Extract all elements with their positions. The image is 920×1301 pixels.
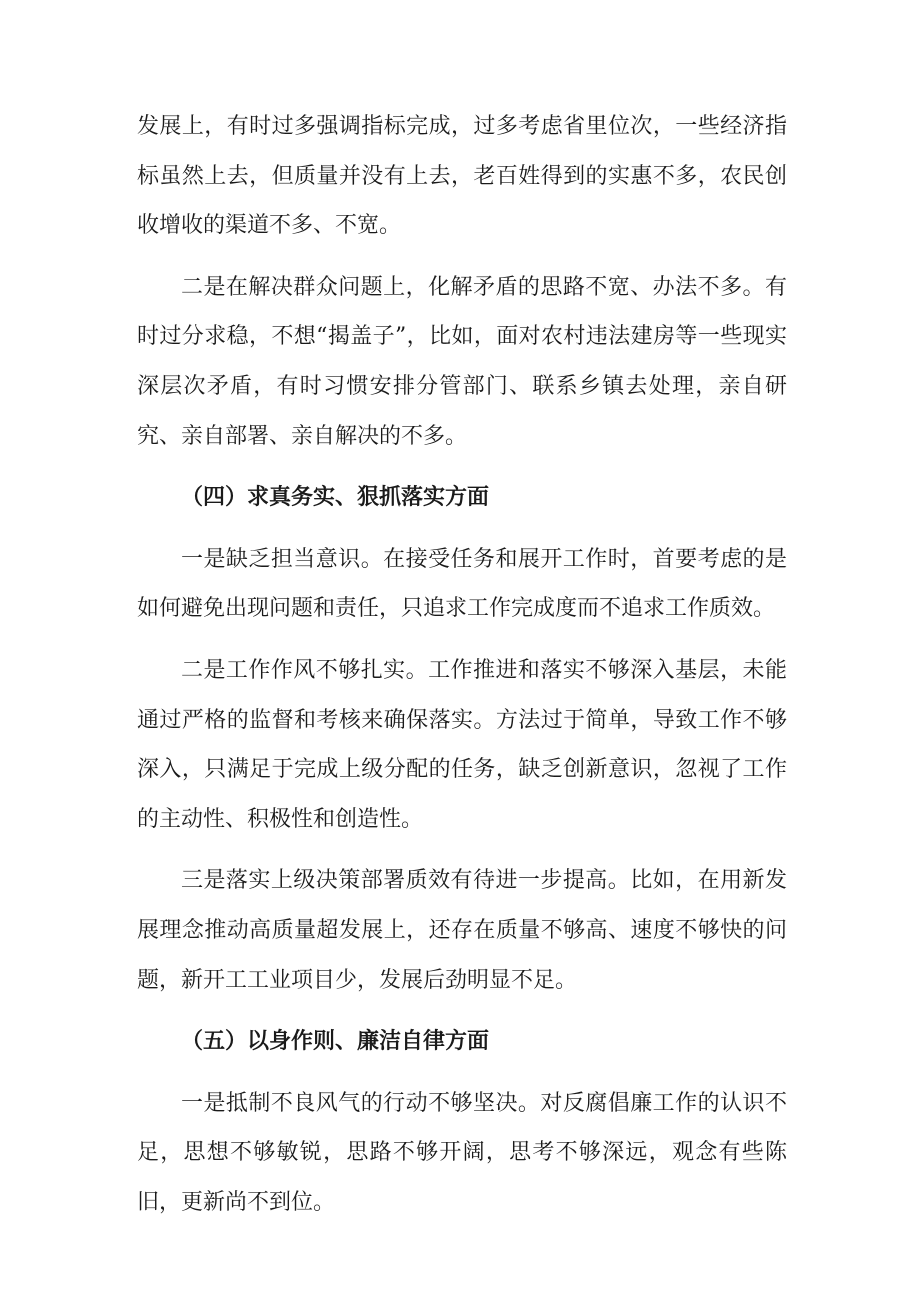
continuation-paragraph: 发展上，有时过多强调指标完成，过多考虑省里位次，一些经济指标虽然上去，但质量并没有上去，老百姓得到的实惠不多，农民创收增收的渠道不多、不宽。 [137,114,787,239]
paragraph-five-one: 一是抵制不良风气的行动不够坚决。对反腐倡廉工作的认识不足，思想不够敏锐，思路不够开阔，思考不够深远，观念有些陈旧，更新尚不到位。 [137,1090,787,1215]
section-heading-four: （四）求真务实、狠抓落实方面 [181,485,490,511]
paragraph-four-one: 一是缺乏担当意识。在接受任务和展开工作时，首要考虑的是如何避免出现问题和责任，只追求工作完成度而不追求工作质效。 [137,546,787,622]
document-body [137,102,787,1227]
paragraph-two-masses-issues: 二是在解决群众问题上，化解矛盾的思路不宽、办法不多。有时过分求稳，不想“揭盖子”，比如，面对农村违法建房等一些现实深层次矛盾，有时习惯安排分管部门、联系乡镇去处理，亲自研究、亲自部署、亲自解决的不多。 [137,274,787,449]
paragraph-four-three: 三是落实上级决策部署质效有待进一步提高。比如，在用新发展理念推动高质量超发展上，还存在质量不够高、速度不够快的问题，新开工工业项目少，发展后劲明显不足。 [137,868,787,993]
paragraph-four-two: 二是工作作风不够扎实。工作推进和落实不够深入基层，未能通过严格的监督和考核来确保落实。方法过于简单，导致工作不够深入，只满足于完成上级分配的任务，缺乏创新意识，忽视了工作的主动性、积极性和创造性。 [137,657,787,832]
section-heading-five: （五）以身作则、廉洁自律方面 [181,1029,490,1055]
